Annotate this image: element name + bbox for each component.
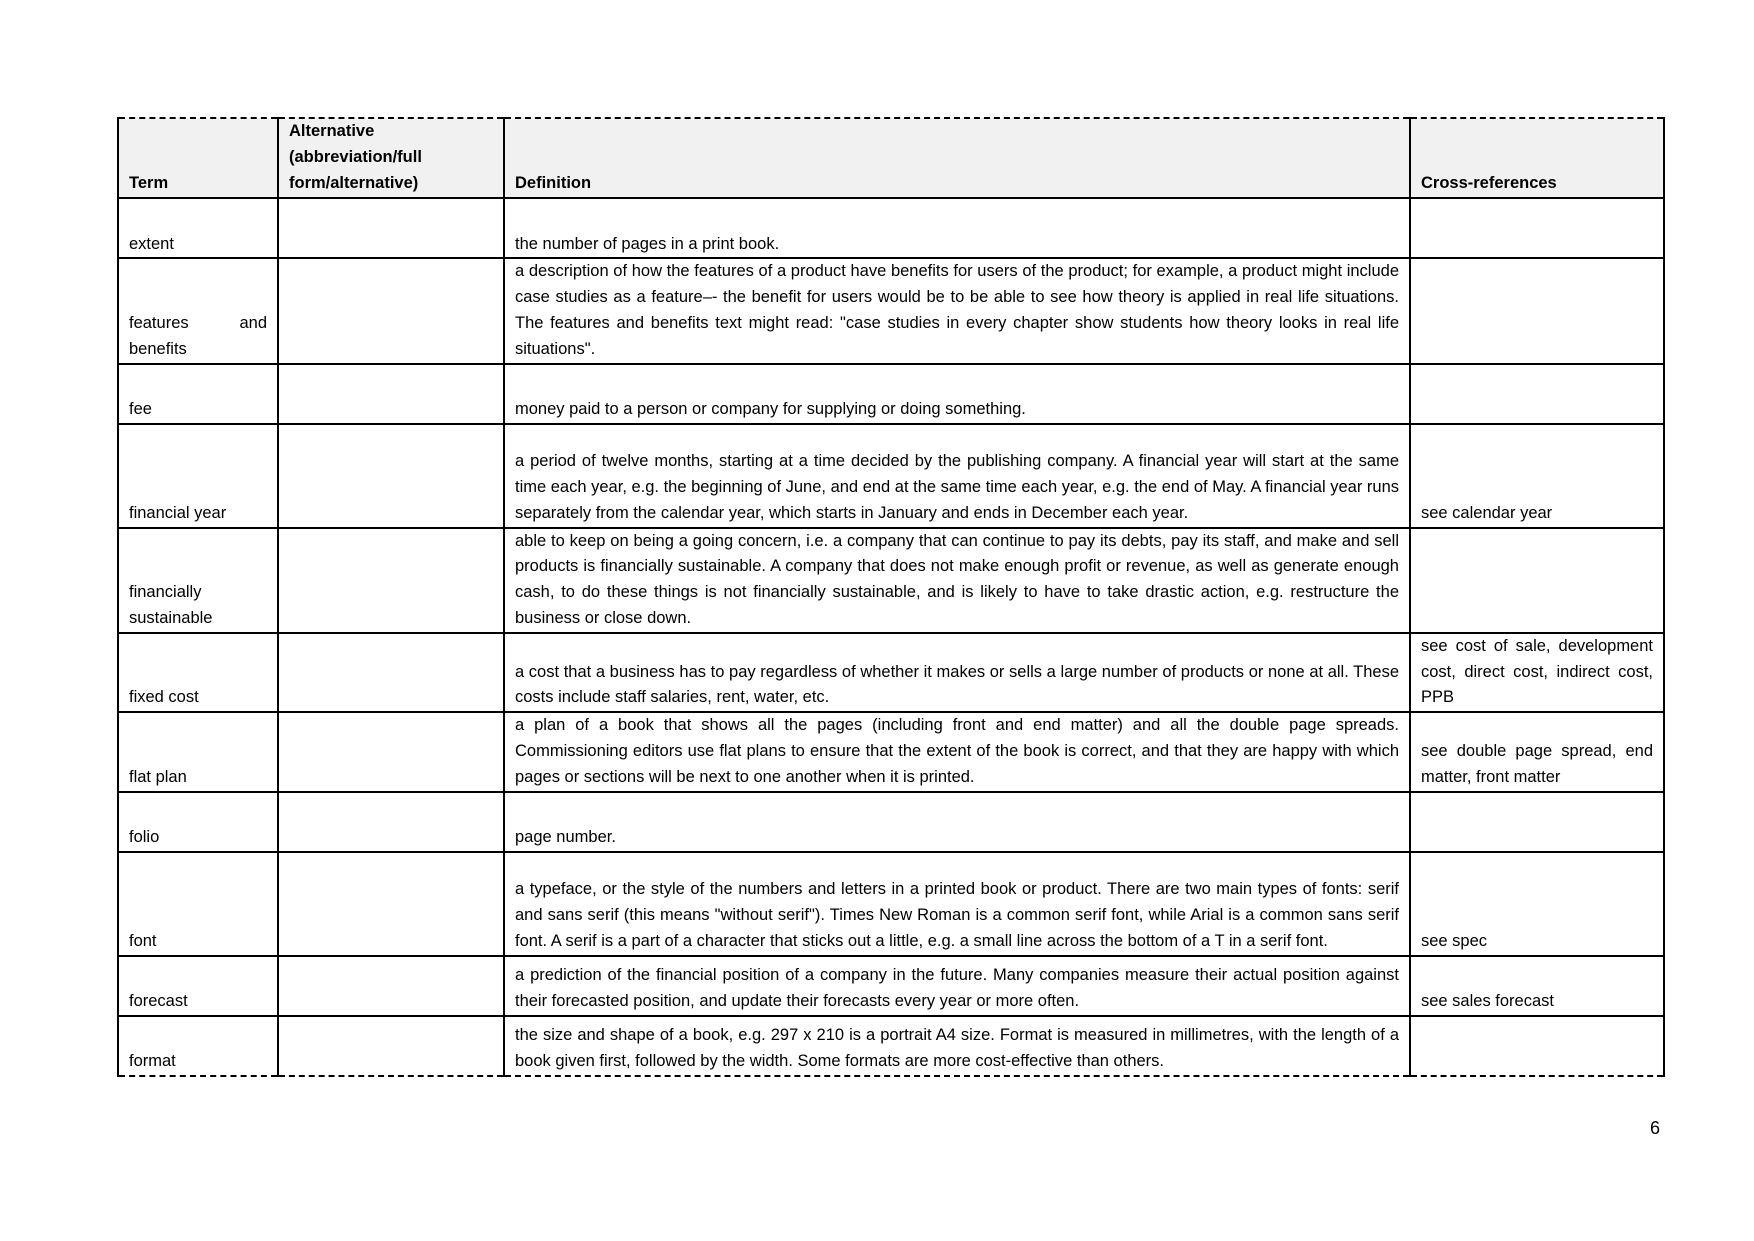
- term-cell: format: [118, 1016, 278, 1076]
- table-row: [118, 364, 1664, 424]
- glossary-table: [117, 117, 1665, 1077]
- cross-reference-cell: [1410, 792, 1664, 852]
- term-cell: folio: [118, 792, 278, 852]
- table-header-row: [118, 118, 1664, 198]
- alternative-cell: [278, 792, 504, 852]
- alternative-cell: [278, 528, 504, 633]
- alternative-cell: [278, 198, 504, 258]
- definition-cell: a typeface, or the style of the numbers and letters in a printed book or product. There are two main types of fonts: serif and sans serif (this means "without serif"). Times New Roman is a common serif font, while Arial is a common sans serif font. A serif is a part of a character that sticks out a little, e.g. a small line across the bottom of a T in a serif font.: [504, 852, 1410, 956]
- definition-cell: the size and shape of a book, e.g. 297 x 210 is a portrait A4 size. Format is measured in millimetres, with the length of a book given first, followed by the width. Some formats are more cost-effective than others.: [504, 1016, 1410, 1076]
- alternative-cell: [278, 364, 504, 424]
- definition-cell: a description of how the features of a product have benefits for users of the product; for example, a product might include case studies as a feature–- the benefit for users would be to be able to see how theory is applied in real life situations. The features and benefits text might read: "case studies in every chapter show students how theory looks in real life situations".: [504, 258, 1410, 363]
- definition-cell: a plan of a book that shows all the pages (including front and end matter) and all the double page spreads. Commissioning editors use flat plans to ensure that the extent of the book is correct, and that they are happy with which pages or sections will be next to one another when it is printed.: [504, 712, 1410, 791]
- table-row: [118, 424, 1664, 528]
- definition-cell: the number of pages in a print book.: [504, 198, 1410, 258]
- cross-reference-cell: [1410, 1016, 1664, 1076]
- alternative-cell: [278, 424, 504, 528]
- table-row: [118, 712, 1664, 791]
- term-cell: financially sustainable: [118, 528, 278, 633]
- definition-cell: a cost that a business has to pay regardless of whether it makes or sells a large number of products or none at all. These costs include staff salaries, rent, water, etc.: [504, 633, 1410, 712]
- alternative-cell: [278, 1016, 504, 1076]
- alternative-cell: [278, 712, 504, 791]
- definition-cell: a prediction of the financial position of a company in the future. Many companies measure their actual position against their forecasted position, and update their forecasts every year or more often.: [504, 956, 1410, 1016]
- cross-reference-cell: see sales forecast: [1410, 956, 1664, 1016]
- alternative-cell: [278, 956, 504, 1016]
- alternative-cell: [278, 852, 504, 956]
- cross-reference-cell: see spec: [1410, 852, 1664, 956]
- cross-reference-cell: see cost of sale, development cost, direct cost, indirect cost, PPB: [1410, 633, 1664, 712]
- cross-reference-cell: [1410, 198, 1664, 258]
- alternative-cell: [278, 633, 504, 712]
- table-row: [118, 198, 1664, 258]
- cross-reference-cell: see calendar year: [1410, 424, 1664, 528]
- page-number: 6: [1649, 1118, 1660, 1138]
- term-cell: fee: [118, 364, 278, 424]
- definition-cell: money paid to a person or company for supplying or doing something.: [504, 364, 1410, 424]
- definition-cell: a period of twelve months, starting at a time decided by the publishing company. A financial year will start at the same time each year, e.g. the beginning of June, and end at the same time each year, e.g. the end of May. A financial year runs separately from the calendar year, which starts in January and ends in December each year.: [504, 424, 1410, 528]
- table-row: [118, 956, 1664, 1016]
- cross-reference-cell: [1410, 364, 1664, 424]
- table-row: [118, 1016, 1664, 1076]
- term-cell: features and benefits: [118, 258, 278, 363]
- table-row: [118, 633, 1664, 712]
- header-term: Term: [118, 118, 278, 198]
- header-cross-references: Cross-references: [1410, 118, 1664, 198]
- definition-cell: able to keep on being a going concern, i.e. a company that can continue to pay its debts, pay its staff, and make and sell products is financially sustainable. A company that does not make enough profit or revenue, as well as generate enough cash, to do these things is not financially sustainable, and is likely to have to take drastic action, e.g. restructure the business or close down.: [504, 528, 1410, 633]
- term-cell: financial year: [118, 424, 278, 528]
- table-row: [118, 258, 1664, 363]
- table-row: [118, 792, 1664, 852]
- header-alternative: Alternative (abbreviation/full form/alternative): [278, 118, 504, 198]
- term-cell: extent: [118, 198, 278, 258]
- cross-reference-cell: [1410, 258, 1664, 363]
- header-definition: Definition: [504, 118, 1410, 198]
- term-cell: fixed cost: [118, 633, 278, 712]
- term-cell: forecast: [118, 956, 278, 1016]
- alternative-cell: [278, 258, 504, 363]
- cross-reference-cell: see double page spread, end matter, front matter: [1410, 712, 1664, 791]
- cross-reference-cell: [1410, 528, 1664, 633]
- table-row: [118, 528, 1664, 633]
- definition-cell: page number.: [504, 792, 1410, 852]
- term-cell: flat plan: [118, 712, 278, 791]
- term-cell: font: [118, 852, 278, 956]
- table-row: [118, 852, 1664, 956]
